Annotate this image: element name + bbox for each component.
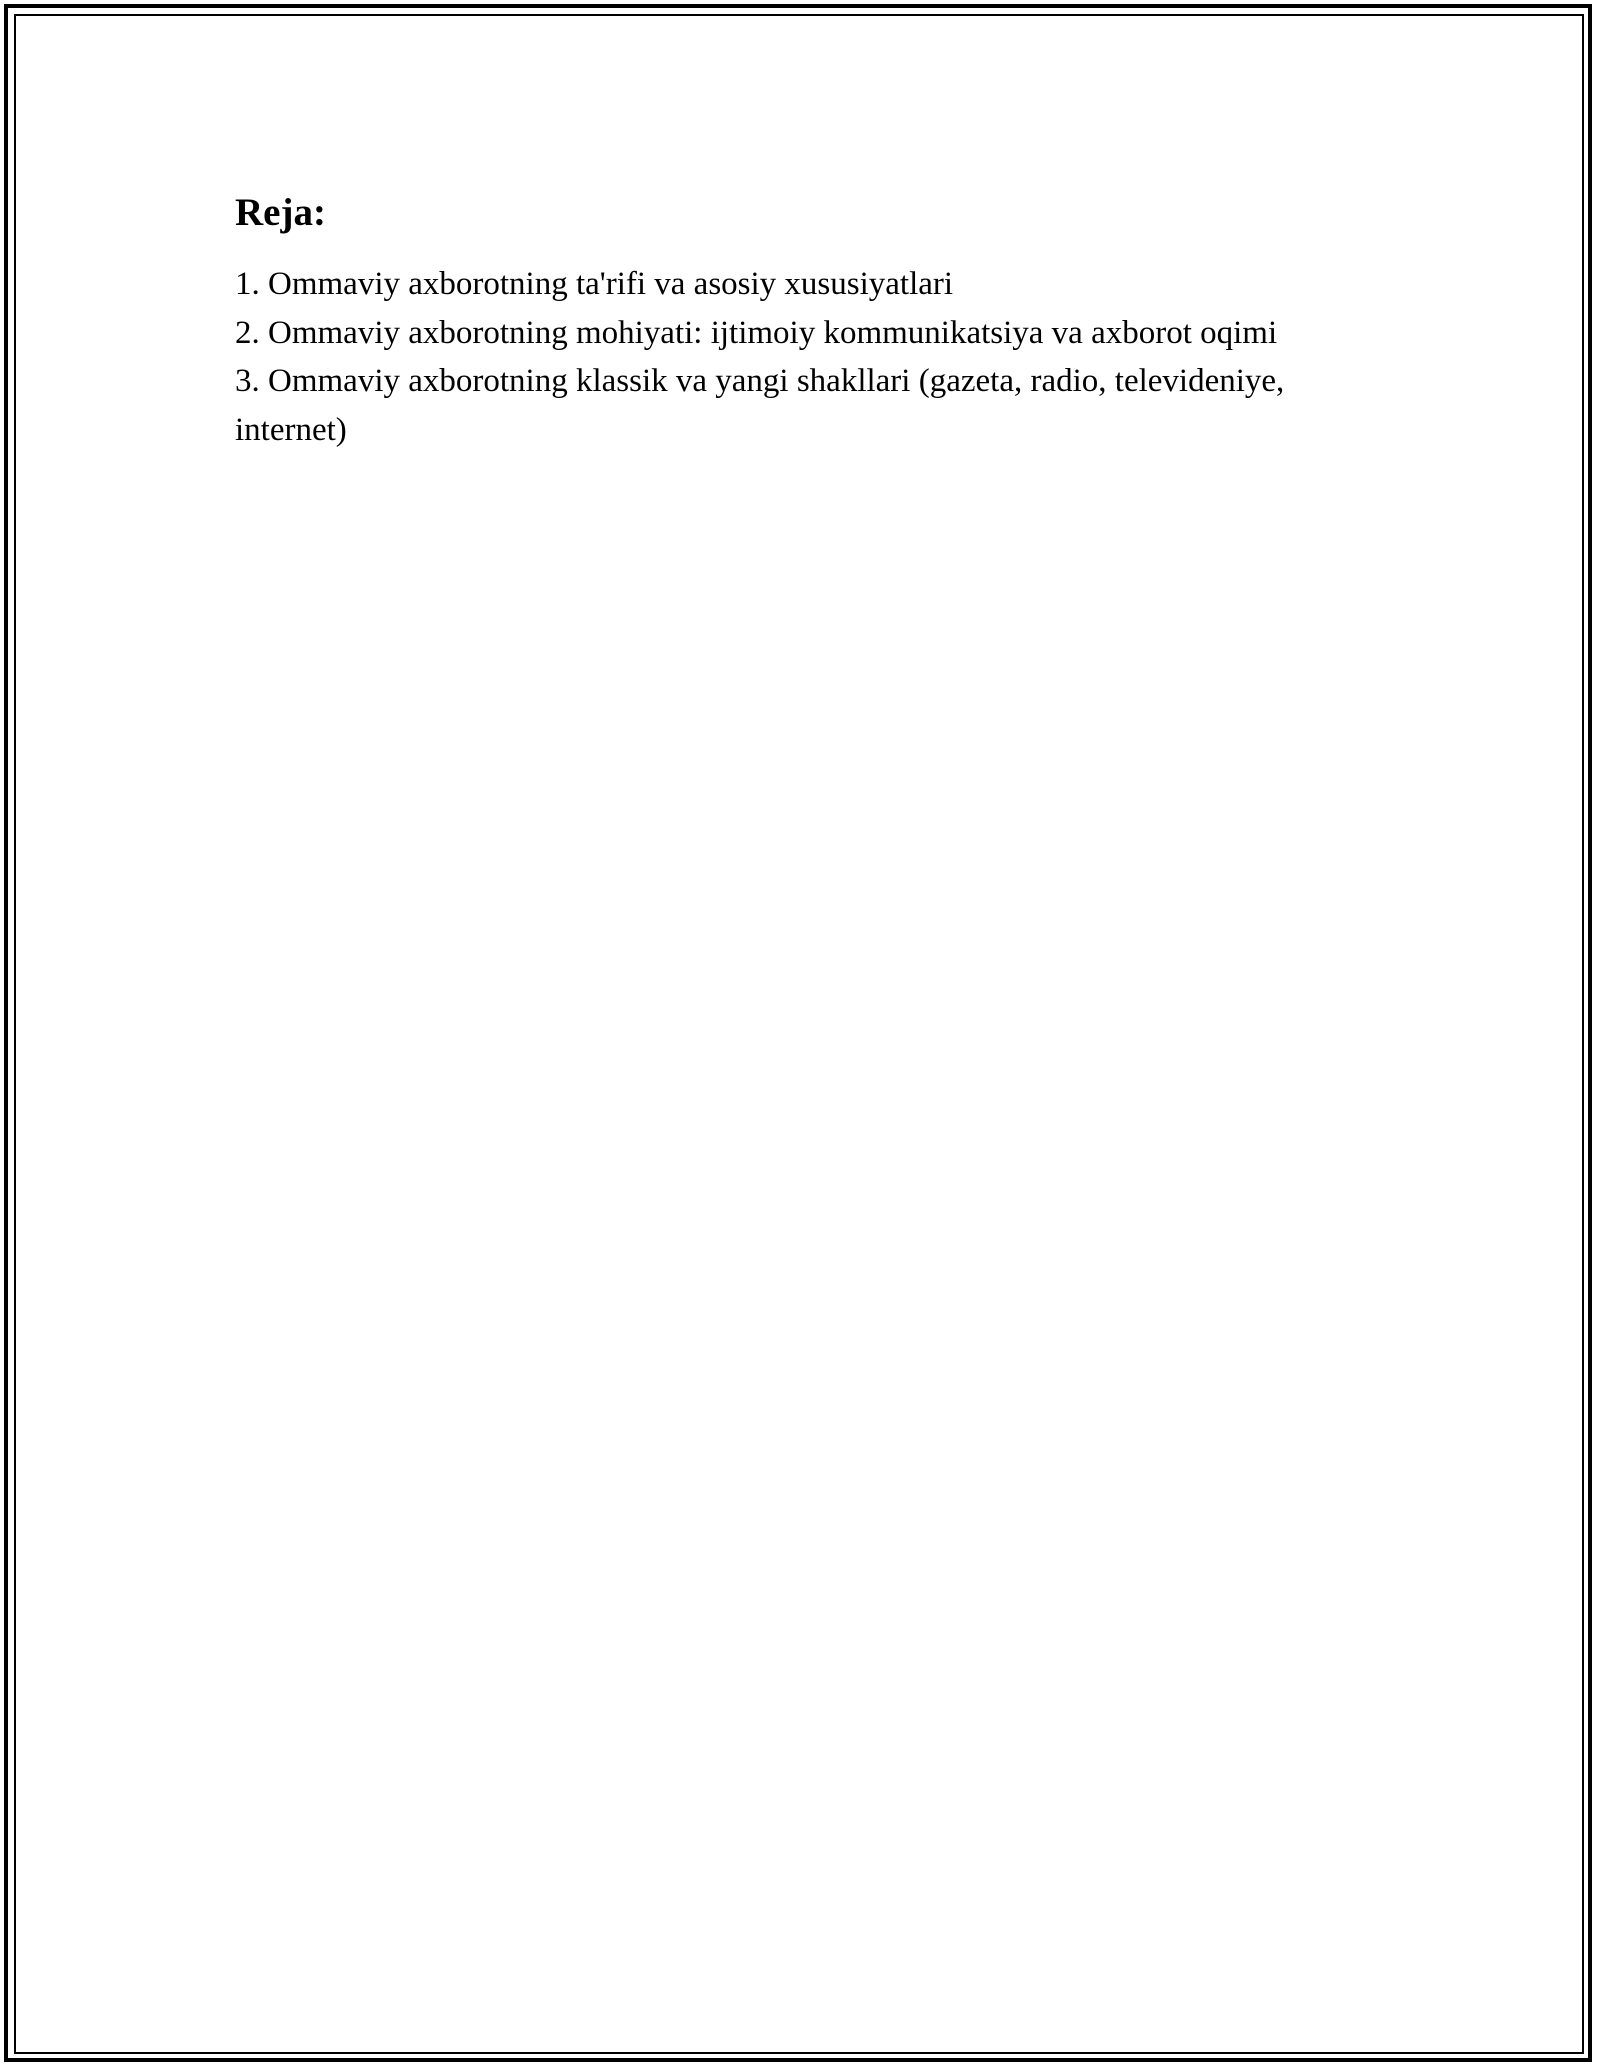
plan-heading: Reja: [235,191,326,234]
plan-item-3: 3. Ommaviy axborotning klassik va yangi shakllari (gazeta, radio, televideniye, internet) [235,363,1285,448]
document-content [235,186,1335,454]
plan-item-1: 1. Ommaviy axborotning ta'rifi va asosiy xususiyatlari [235,266,954,302]
plan-list [235,260,1335,454]
plan-item-2: 2. Ommaviy axborotning mohiyati: ijtimoiy kommunikatsiya va axborot oqimi [235,314,1278,351]
